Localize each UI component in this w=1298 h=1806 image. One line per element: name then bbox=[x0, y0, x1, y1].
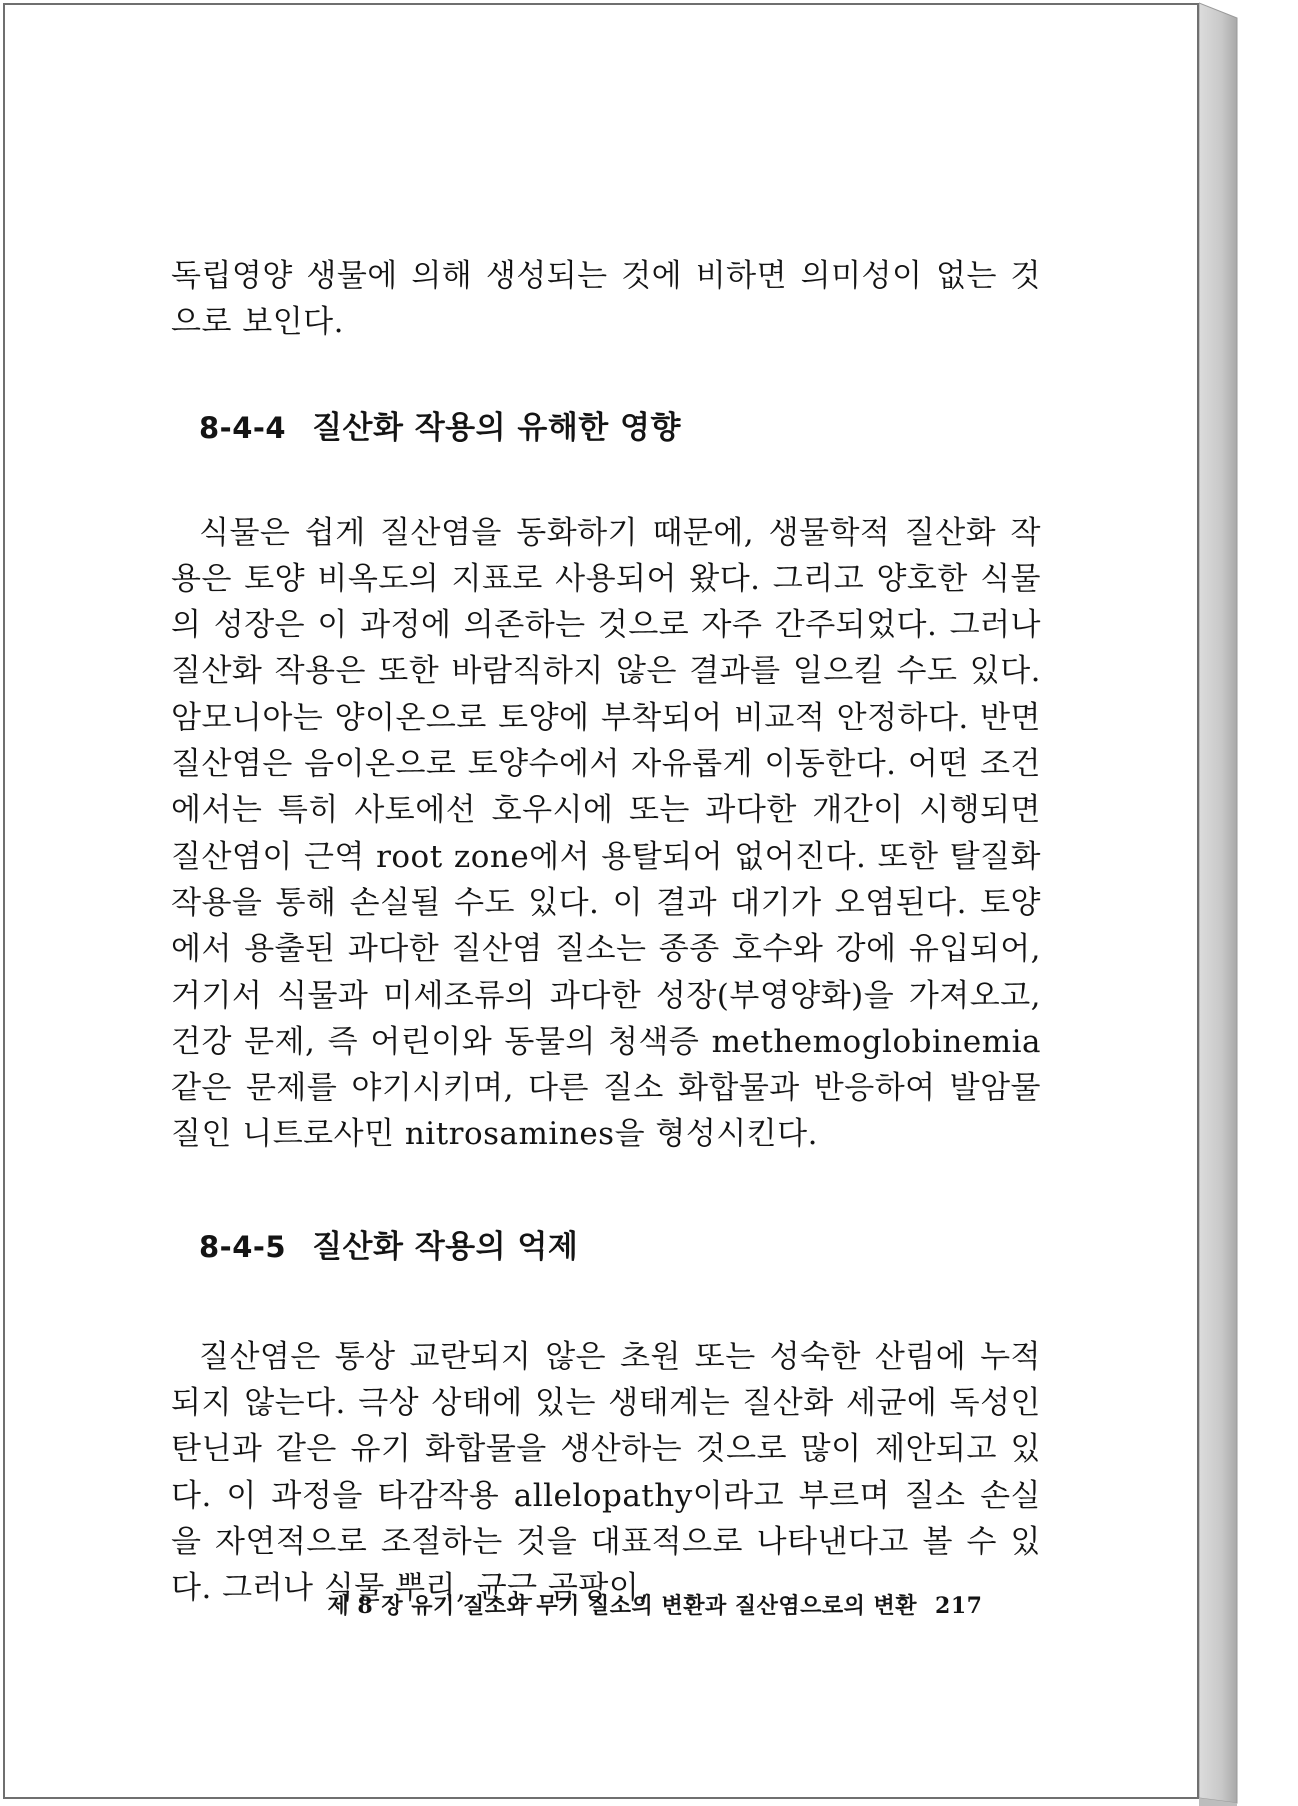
section-heading-8-4-4 bbox=[171, 405, 1041, 451]
section-title: 질산화 작용의 억제 bbox=[312, 1228, 579, 1265]
section-heading-8-4-5 bbox=[171, 1224, 1041, 1270]
book-page bbox=[3, 3, 1199, 1799]
paragraph-harmful-effects: 식물은 쉽게 질산염을 동화하기 때문에, 생물학적 질산화 작용은 토양 비옥도의 지표로 사용되어 왔다. 그리고 양호한 식물의 성장은 이 과정에 의존하는 것으로 자주 간주되었다. 그러나 질산화 작용은 또한 바람직하지 않은 결과를 일으킬 수도 있다. 암모니아는 양이온으로 토양에 부착되어 비교적 안정하다. 반면 질산염은 음이온으로 토양수에서 자유롭게 이동한다. 어떤 조건에서는 특히 사토에선 호우시에 또는 과다한 개간이 시행되면 질산염이 근역 root zone에서 용탈되어 없어진다. 또한 탈질화 작용을 통해 손실될 수도 있다. 이 결과 대기가 오염된다. 토양에서 용출된 과다한 질산염 질소는 종종 호수와 강에 유입되어, 거기서 식물과 미세조류의 과다한 성장(부영양화)을 가져오고, 건강 문제, 즉 어린이와 동물의 청색증 methemoglobinemia 같은 문제를 야기시키며, 다른 질소 화합물과 반응하여 발암물질인 니트로사민 nitrosamines을 형성시킨다. bbox=[171, 514, 1041, 1153]
paragraph-intro: 독립영양 생물에 의해 생성되는 것에 비하면 의미성이 없는 것으로 보인다. bbox=[171, 258, 1041, 341]
running-title: 제 8 장 유기 질소와 무기 질소의 변환과 질산염으로의 변환 bbox=[327, 1593, 918, 1619]
section-title: 질산화 작용의 유해한 영향 bbox=[312, 409, 681, 446]
page-number: 217 bbox=[935, 1593, 983, 1619]
page-stack-edge bbox=[1199, 0, 1291, 1806]
section-number: 8-4-5 bbox=[199, 1229, 287, 1264]
running-footer bbox=[0, 1589, 1298, 1620]
paragraph-inhibition: 질산염은 통상 교란되지 않은 초원 또는 성숙한 산림에 누적되지 않는다. 극상 상태에 있는 생태계는 질산화 세균에 독성인 탄닌과 같은 유기 화합물을 생산하는 것으로 많이 제안되고 있다. 이 과정을 타감작용 allelopathy이라고 부르며 질소 손실을 자연적으로 조절하는 것을 대표적으로 나타낸다고 볼 수 있다. 그러나 식물 뿌리, 균근 곰팡이, bbox=[171, 1338, 1041, 1607]
section-number: 8-4-4 bbox=[199, 410, 287, 445]
page-body bbox=[171, 253, 1041, 1612]
